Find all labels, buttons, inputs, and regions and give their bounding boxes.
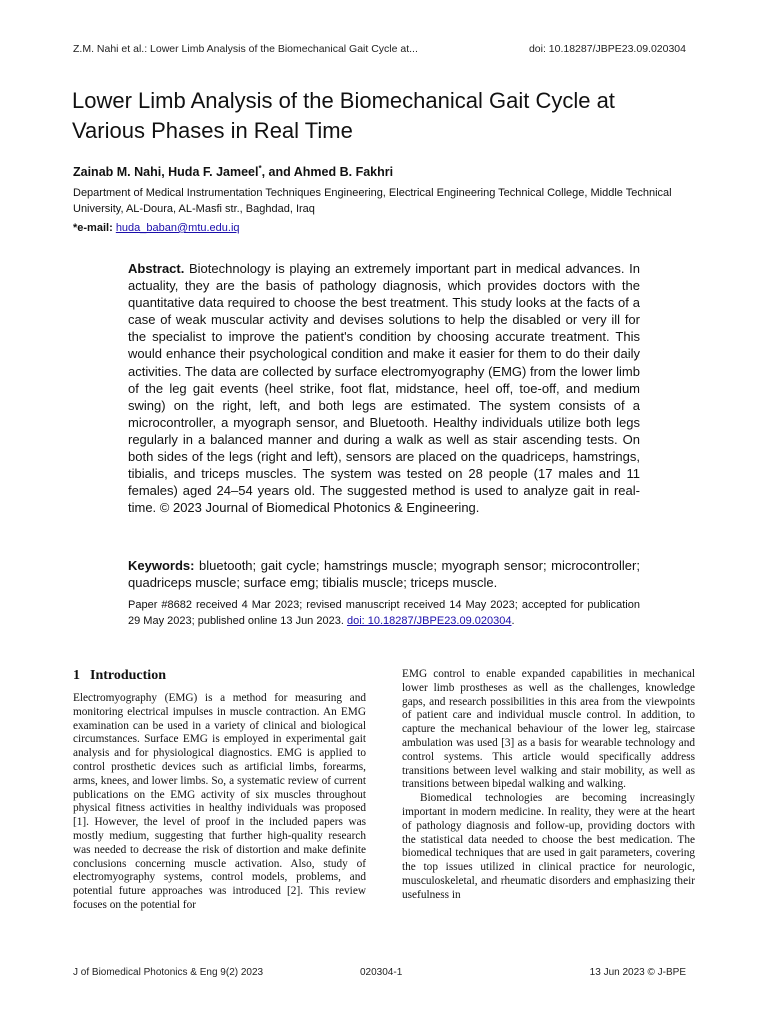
paper-title: Lower Limb Analysis of the Biomechanical Gait Cycle at Various Phases in Real Time (72, 88, 615, 143)
author-list (73, 164, 393, 179)
corresponding-mark: * (258, 164, 262, 173)
footer-date: 13 Jun 2023 © J-BPE (589, 967, 686, 978)
section-number: 1 (73, 668, 80, 683)
paper-history-text: Paper #8682 received 4 Mar 2023; revised manuscript received 14 May 2023; accepted for publication 29 May 2023; published online 13 Jun 2023. (128, 599, 640, 627)
footer-page-number: 020304-1 (360, 967, 403, 978)
abstract (128, 260, 640, 516)
affiliation: Department of Medical Instrumentation Techniques Engineering, Electrical Engineering Technical College, Middle Technical University, AL-Doura, AL-Masfi str., Baghdad, Iraq (73, 187, 672, 215)
doi-link[interactable]: doi: 10.18287/JBPE23.09.020304 (346, 615, 512, 627)
body-paragraph: EMG control to enable expanded capabilities in mechanical lower limb prostheses as well as the challenges, knowledge gaps, and research possibilities in this area from the viewpoints of patient care and individual muscle control. In addition, to capture the mechanical behaviour of the lower leg, staircase ambulation was used [3] as a basis for wearable technology and control systems. This article would specifically address transitions between level walking and stair mobility, as well as transitions between bipedal walking and walking. (402, 668, 695, 791)
running-head-doi: doi: 10.18287/JBPE23.09.020304 (528, 43, 686, 55)
section-heading (73, 668, 166, 684)
footer-journal: J of Biomedical Photonics & Eng 9(2) 2023 (73, 967, 264, 978)
email-label: *e-mail: (73, 222, 113, 234)
abstract-text: Biotechnology is playing an extremely important part in medical advances. In actuality, they are the basis of pathology diagnosis, which provides doctors with the quantitative data required to choose the best treatment. This study looks at the facts of a case of weak muscular activity and devises solutions to help the disabled or very ill for the specialist to improve the patient's condition by choosing accurate treatment. This would enhance their psychological condition and make it easier for them to do their daily activities. The data are collected by surface electromyography (EMG) from the lower limb of the leg gait events (heel strike, foot flat, midstance, heel off, toe-off, and medium swing) on the right, left, and both legs are estimated. The system consists of a microcontroller, a myograph sensor, and Bluetooth. Healthy individuals utilize both legs regularly in a balanced manner and during a walk as well as stair ascending tests. On both sides of the legs (right and left), sensors are placed on the quadriceps, hamstrings, tibialis, and triceps muscles. The system was tested on 28 people (17 males and 11 females) aged 24–54 years old. The suggested method is used to analyze gait in real-time. © 2023 Journal of Biomedical Photonics & Engineering. (128, 261, 640, 516)
body-paragraph: Biomedical technologies are becoming increasingly important in modern medicine. In reality, they were at the heart of pathology diagnosis and follow-up, providing doctors with the statistical data needed to choose the best medication. The biomedical techniques that are used in gait parameters, covering the top issues utilized in clinical practice for neurologic, musculoskeletal, and rheumatic disorders and emphasizing their usefulness in (402, 792, 695, 901)
authors-part2: , and Ahmed B. Fakhri (261, 165, 394, 180)
email-line (73, 222, 240, 234)
keywords-text: bluetooth; gait cycle; hamstrings muscle; myograph sensor; microcontroller; quadriceps muscle; surface emg; tibialis muscle; triceps muscle. (128, 558, 640, 591)
abstract-label: Abstract. (128, 261, 185, 276)
keywords-label: Keywords: (128, 558, 195, 573)
paper-history-end: . (511, 615, 515, 627)
email-link[interactable]: huda_baban@mtu.edu.iq (115, 222, 240, 234)
running-head-left: Z.M. Nahi et al.: Lower Limb Analysis of the Biomechanical Gait Cycle at... (73, 43, 418, 55)
section-title: Introduction (90, 668, 166, 683)
body-left-column: Electromyography (EMG) is a method for measuring and monitoring electrical impulses in muscle contraction. An EMG examination can be used in a variety of clinical and biological circumstances. Surface EMG is employed in experimental gait analysis and for physiological diagnostics. EMG is applied to control prosthetic devices such as artificial limbs, forearms, arms, knees, and lower limbs. So, a systematic review of current publications on the EMG activity of six muscles throughout physical fitness activities in healthy individuals was proposed [1]. However, the level of proof in the included papers was mostly medium, suggesting that further high-quality research was needed to decrease the risk of distortion and make definite conclusions concerning muscle activation. Also, study of electromyography systems, control models, problems, and potential future approaches was introduced [2]. This review focuses on the potential for (73, 692, 366, 911)
keywords (128, 557, 640, 591)
paper-history (128, 597, 640, 629)
authors-part1: Zainab M. Nahi, Huda F. Jameel (73, 165, 259, 180)
body-right-column (402, 668, 695, 903)
